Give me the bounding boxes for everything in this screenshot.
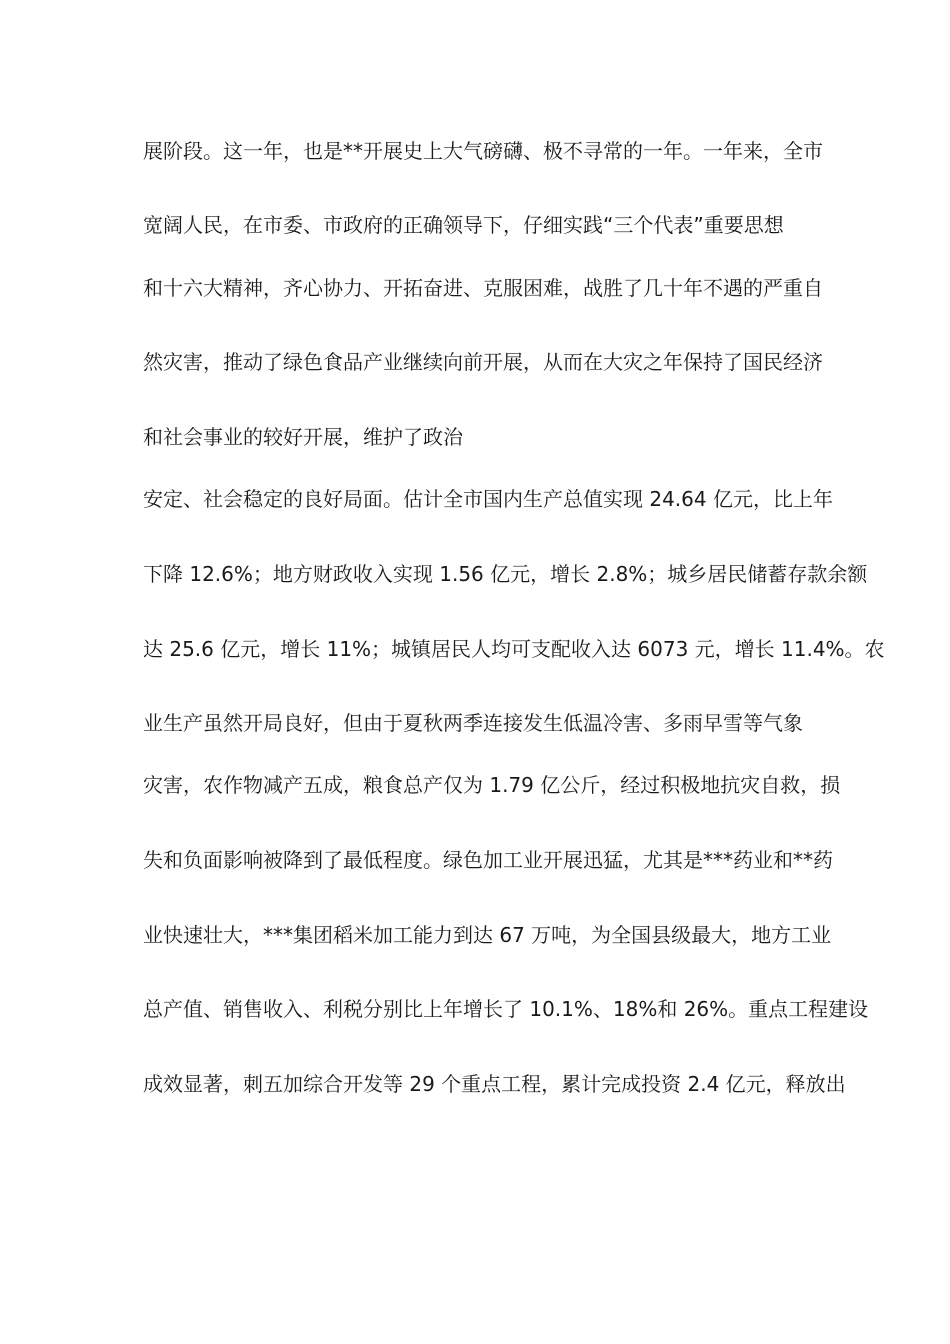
paragraph-line: 成效显著，刺五加综合开发等 29 个重点工程，累计完成投资 2.4 亿元，释放出 bbox=[143, 1072, 846, 1096]
paragraph-line: 总产值、销售收入、利税分别比上年增长了 10.1%、18%和 26%。重点工程建设 bbox=[143, 997, 869, 1021]
paragraph-line: 业生产虽然开局良好，但由于夏秋两季连接发生低温冷害、多雨早雪等气象 bbox=[143, 711, 803, 735]
paragraph-line: 然灾害，推动了绿色食品产业继续向前开展，从而在大灾之年保持了国民经济 bbox=[143, 350, 823, 374]
paragraph-line: 安定、社会稳定的良好局面。估计全市国内生产总值实现 24.64 亿元，比上年 bbox=[143, 487, 833, 511]
paragraph-line: 下降 12.6%；地方财政收入实现 1.56 亿元，增长 2.8%；城乡居民储蓄存款余额 bbox=[143, 562, 868, 586]
paragraph-line: 失和负面影响被降到了最低程度。绿色加工业开展迅猛，尤其是***药业和**药 bbox=[143, 848, 833, 872]
paragraph-line: 展阶段。这一年，也是**开展史上大气磅礴、极不寻常的一年。一年来，全市 bbox=[143, 139, 823, 163]
paragraph-line: 和社会事业的较好开展，维护了政治 bbox=[143, 425, 463, 449]
paragraph-line: 灾害，农作物减产五成，粮食总产仅为 1.79 亿公斤，经过积极地抗灾自救，损 bbox=[143, 773, 841, 797]
paragraph-line: 宽阔人民，在市委、市政府的正确领导下，仔细实践“三个代表”重要思想 bbox=[143, 213, 784, 237]
paragraph-line: 和十六大精神，齐心协力、开拓奋进、克服困难，战胜了几十年不遇的严重自 bbox=[143, 276, 823, 300]
paragraph-line: 业快速壮大，***集团稻米加工能力到达 67 万吨，为全国县级最大，地方工业 bbox=[143, 923, 832, 947]
paragraph-line: 达 25.6 亿元，增长 11%；城镇居民人均可支配收入达 6073 元，增长 11.4%。农 bbox=[143, 637, 885, 661]
